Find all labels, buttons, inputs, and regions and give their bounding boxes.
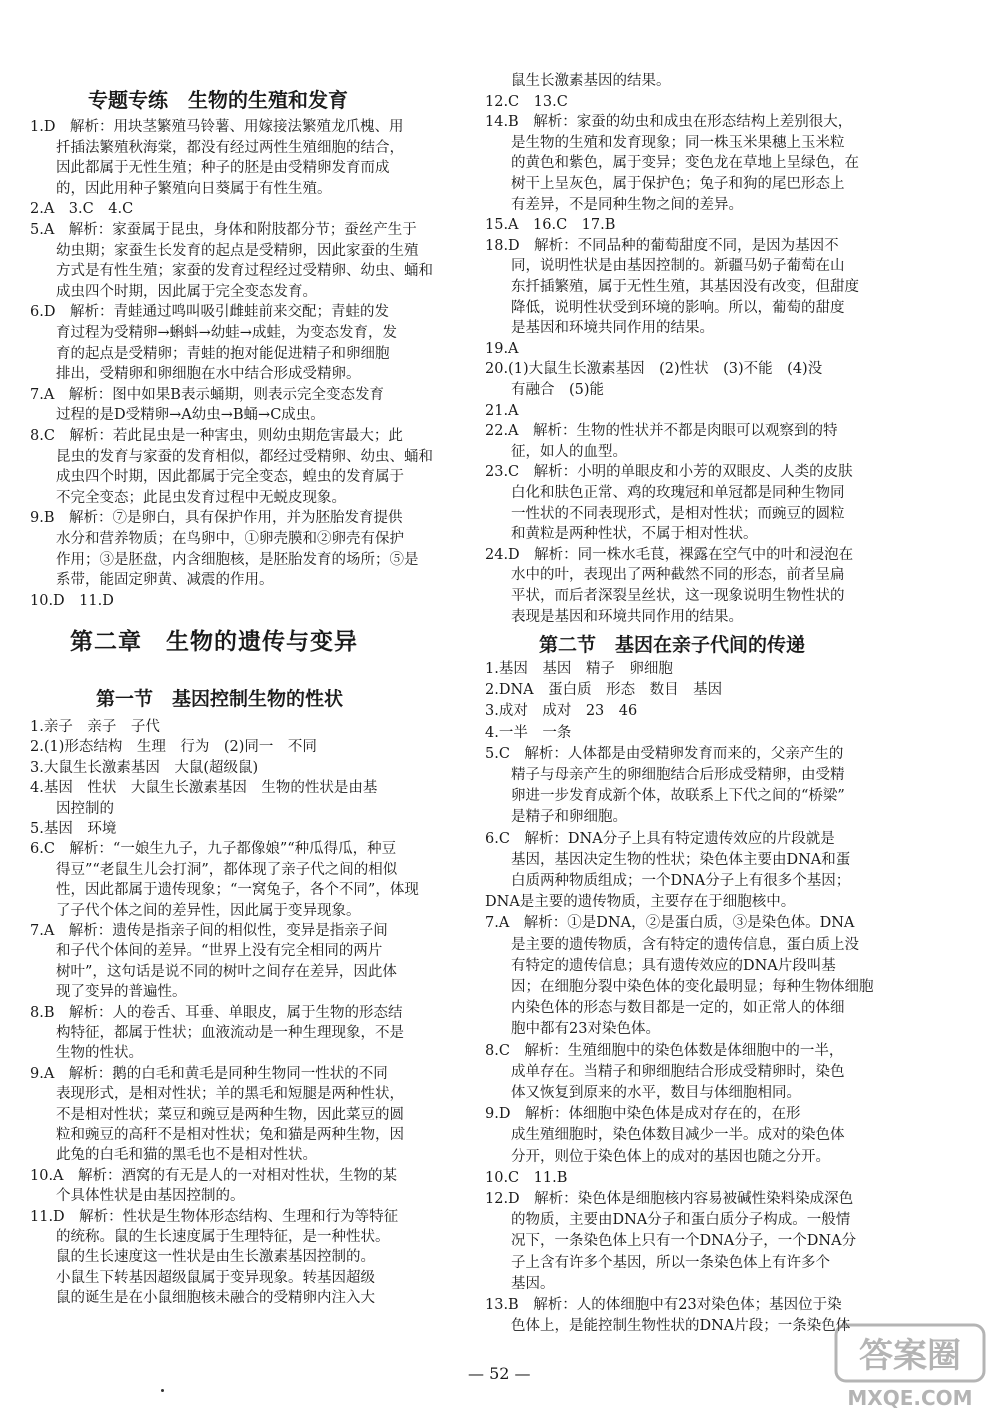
answer-line: 5.C 解析：人体都是由受精卵发育而来的，父亲产生的	[485, 745, 844, 762]
answer-line: 20.(1)大鼠生长激素基因 (2)性状 (3)不能 (4)没	[485, 361, 823, 378]
answer-line: DNA是主要的遗传物质，主要存在于细胞核中。	[485, 894, 796, 911]
answer-line: 排出，受精卵和卵细胞在水中结合形成受精卵。	[56, 366, 361, 383]
answer-line: 幼虫期；家蚕生长发育的起点是受精卵，因此家蚕的生殖	[56, 242, 419, 259]
answer-line: 水中的叶，表现出了两种截然不同的形态，前者呈扁	[511, 567, 845, 584]
answer-line: 成单存在。当精子和卵细胞结合形成受精卵时，染色	[511, 1063, 845, 1080]
answer-line: 有特定的遗传信息；具有遗传效应的DNA片段叫基	[511, 957, 836, 974]
answer-line: 精子与母亲产生的卵细胞结合后形成受精卵，由受精	[511, 767, 845, 783]
answer-line: 11.D 解析：性状是生物体形态结构、生理和行为等特征	[30, 1208, 399, 1225]
answer-line: 鼠的生长速度这一性状是由生长激素基因控制的。	[56, 1249, 375, 1266]
watermark-logo	[830, 1321, 990, 1413]
answer-line: 6.C 解析：“一娘生九子，九子都像娘”“种瓜得瓜，种豆	[30, 841, 397, 858]
answer-line: 构特征，都属于性状；血液流动是一种生理现象，不是	[56, 1025, 404, 1041]
answer-line: 卵进一步发育成新个体，故联系上下代之间的“桥梁”	[511, 788, 845, 805]
answer-line: 9.D 解析：体细胞中染色体是成对存在的，在形	[485, 1106, 801, 1123]
answer-line: 得豆”“老鼠生儿会打洞”，都体现了亲子代之间的相似	[56, 861, 398, 878]
answer-line: 是精子和卵细胞。	[511, 809, 627, 826]
answer-line: 扦插法繁殖秋海棠，都没有经过两性生殖细胞的结合，	[56, 139, 404, 156]
answer-line: 19.A	[485, 340, 519, 357]
answer-line: 6.C 解析：DNA分子上具有特定遗传效应的片段就是	[485, 830, 835, 847]
answer-line: 4.基因 性状 大鼠生长激素基因 生物的性状是由基	[30, 780, 378, 797]
answer-line: 个具体性状是由基因控制的。	[56, 1188, 245, 1205]
answer-line: 基因，基因决定生物的性状；染色体主要由DNA和蛋	[511, 851, 851, 868]
answer-line: 小鼠生下转基因超级鼠属于变异现象。转基因超级	[56, 1269, 375, 1286]
answer-line: 况下，一条染色体上只有一个DNA分子，一个DNA分	[511, 1233, 857, 1250]
answer-line: 12.C 13.C	[485, 93, 568, 110]
answer-line: 色体上，是能控制生物性状的DNA片段；一条染色体	[511, 1318, 851, 1335]
answer-line: 是主要的遗传物质，含有特定的遗传信息，蛋白质上没	[511, 936, 859, 953]
answer-line: 1.亲子 亲子 子代	[30, 719, 160, 735]
answer-line: 9.B 解析：⑦是卵白，具有保护作用，并为胚胎发育提供	[30, 510, 403, 527]
answer-line: 树干上呈灰色，属于保护色；兔子和狗的尾巴形态上	[511, 176, 845, 192]
answer-line: 昆虫的发育与家蚕的发育相似，都经过受精卵、幼虫、蛹和	[56, 448, 433, 465]
answer-line: 18.D 解析：不同品种的葡萄甜度不同，是因为基因不	[485, 237, 839, 254]
answer-line: 不是相对性状；菜豆和豌豆是两种生物，因此菜豆的圆	[56, 1106, 404, 1123]
answer-line: 内染色体的形态与数目都是一定的，如正常人的体细	[511, 1000, 845, 1017]
answer-line: 5.基因 环境	[30, 821, 117, 837]
answer-line: 表现形式，是相对性状；羊的黑毛和短腿是两种性状，	[56, 1086, 404, 1103]
answer-line: 东扦插繁殖，属于无性生殖，其基因没有改变，但甜度	[511, 279, 859, 295]
answer-line: 是生物的生殖和发育现象；同一株玉米果穗上玉米粒	[511, 134, 845, 151]
answer-line: 现了变异的普遍性。	[56, 984, 187, 1001]
answer-line: 8.B 解析：人的卷舌、耳垂、单眼皮，属于生物的形态结	[30, 1004, 403, 1021]
answer-line: 4.一半 一条	[485, 724, 572, 741]
answer-line: 胞中都有23对染色体。	[511, 1021, 660, 1038]
answer-line: 了子代个体之间的差异性，因此属于变异现象。	[56, 902, 361, 919]
answer-line: 育的起点是受精卵；青蛙的抱对能促进精子和卵细胞	[56, 345, 390, 362]
answer-line: 同，说明性状是由基因控制的。新疆马奶子葡萄在山	[511, 258, 845, 275]
answer-line: 2.A 3.C 4.C	[30, 201, 134, 218]
answer-line: 15.A 16.C 17.B	[485, 217, 616, 234]
answer-line: 13.B 解析：人的体细胞中有23对染色体；基因位于染	[485, 1297, 842, 1313]
answer-line: 一性状的不同表现形式，是相对性状；而豌豆的圆粒	[511, 505, 845, 522]
answer-line: 7.A 解析：遗传是指亲子间的相似性，变异是指亲子间	[30, 923, 388, 939]
answer-line: 白化和肤色正常、鸡的玫瑰冠和单冠都是同种生物同	[511, 485, 845, 501]
answer-line: 8.C 解析：若此昆虫是一种害虫，则幼虫期危害最大；此	[30, 428, 403, 444]
watermark-text-bottom: MXQE.COM	[847, 1386, 973, 1410]
answer-line: 24.D 解析：同一株水毛茛，裸露在空气中的叶和浸泡在	[485, 546, 854, 563]
answer-line: 基因。	[511, 1275, 555, 1292]
answer-line: 2.DNA 蛋白质 形态 数目 基因	[485, 682, 723, 699]
answer-line: 的物质，主要由DNA分子和蛋白质分子构成。一般情	[511, 1212, 851, 1229]
answer-line: 作用；③是胚盘，内含细胞核，是胚胎发育的场所；⑤是	[56, 551, 419, 568]
watermark-text-top: 答案圈	[859, 1336, 961, 1376]
answer-line: 性，因此都属于遗传现象；“一窝兔子，各个不同”，体现	[56, 882, 419, 899]
answer-line: 有融合 (5)能	[511, 382, 605, 398]
answer-line: 因；在细胞分裂中染色体的变化最明显；每种生物体细胞	[511, 979, 874, 995]
answer-line: 成虫四个时期，因此都属于完全变态，蝗虫的发育属于	[56, 469, 404, 486]
answer-line: 子上含有许多个基因，所以一条染色体上有许多个	[511, 1254, 830, 1271]
answer-line: 系带，能固定卵黄、减震的作用。	[56, 572, 274, 589]
answer-line: 有差异，不是同种生物之间的差异。	[511, 196, 743, 213]
answer-line: 22.A 解析：生物的性状并不都是肉眼可以观察到的特	[485, 423, 838, 440]
answer-line: 是基因和环境共同作用的结果。	[511, 320, 714, 337]
answer-line: 育过程为受精卵→蝌蚪→幼蛙→成蛙，为变态发育，发	[56, 325, 397, 341]
answer-line: 的，因此用种子繁殖向日葵属于有性生殖。	[56, 180, 332, 197]
answer-line: 生物的性状。	[56, 1045, 143, 1062]
answer-line: 成虫四个时期，因此属于完全变态发育。	[56, 283, 317, 300]
page-mark-dot	[161, 1389, 164, 1392]
answer-line: 10.D 11.D	[30, 592, 114, 609]
answer-line: 成生殖细胞时，染色体数目减少一半。成对的染色体	[511, 1127, 845, 1144]
answer-line: 12.D 解析：染色体是细胞核内容易被碱性染料染成深色	[485, 1191, 854, 1207]
answer-line: 2.(1)形态结构 生理 行为 (2)同一 不同	[30, 739, 317, 756]
answer-line: 8.C 解析：生殖细胞中的染色体数是体细胞中的一半，	[485, 1042, 844, 1059]
answer-line: 因此都属于无性生殖；种子的胚是由受精卵发育而成	[56, 160, 390, 177]
answer-line: 21.A	[485, 402, 519, 419]
answer-line: 征，如人的血型。	[511, 443, 627, 460]
answer-line: 14.B 解析：家蚕的幼虫和成虫在形态结构上差别很大，	[485, 114, 853, 131]
section-title-gene-transmission: 第二节 基因在亲子代间的传递	[539, 634, 806, 656]
answer-line: 10.C 11.B	[485, 1169, 568, 1186]
answer-line: 粒和豌豆的高秆不是相对性状；兔和猫是两种生物，因	[56, 1127, 404, 1143]
answer-line: 方式是有性生殖；家蚕的发育过程经过受精卵、幼虫、蛹和	[56, 263, 433, 280]
answer-line: 平状，而后者深裂呈丝状，这一现象说明生物性状的	[511, 588, 845, 604]
answer-line: 分开，则位于染色体上的成对的基因也随之分开。	[511, 1148, 830, 1165]
answer-line: 7.A 解析：图中如果B表示蛹期，则表示完全变态发育	[30, 386, 384, 403]
section-title-reproduction: 专题专练 生物的生殖和发育	[88, 88, 348, 112]
answer-line: 5.A 解析：家蚕属于昆虫，身体和附肢都分节；蚕丝产生于	[30, 222, 417, 238]
answer-line: 23.C 解析：小明的单眼皮和小芳的双眼皮、人类的皮肤	[485, 464, 853, 481]
answer-line: 体又恢复到原来的水平，数目与体细胞相同。	[511, 1085, 801, 1101]
answer-line: 1.D 解析：用块茎繁殖马铃薯、用嫁接法繁殖龙爪槐、用	[30, 119, 404, 135]
answer-line: 7.A 解析：①是DNA，②是蛋白质，③是染色体。DNA	[485, 915, 855, 932]
answer-line: 不完全变态；此昆虫发育过程中无蜕皮现象。	[56, 489, 346, 506]
answer-line: 1.基因 基因 精子 卵细胞	[485, 661, 673, 677]
answer-line: 树叶”，这句话是说不同的树叶之间存在差异，因此体	[56, 963, 397, 980]
answer-line: 过程的是D受精卵→A幼虫→B蛹→C成虫。	[56, 407, 325, 424]
answer-line: 10.A 解析：酒窝的有无是人的一对相对性状，生物的某	[30, 1167, 398, 1184]
answer-line: 此兔的白毛和猫的黑毛也不是相对性状。	[56, 1147, 317, 1164]
chapter-title: 第二章 生物的遗传与变异	[70, 628, 358, 655]
answer-line: 的统称。鼠的生长速度属于生理特征，是一种性状。	[56, 1229, 390, 1245]
answer-line: 表现是基因和环境共同作用的结果。	[511, 608, 743, 625]
answer-line: 3.大鼠生长激素基因 大鼠(超级鼠)	[30, 759, 259, 776]
answer-line: 的黄色和紫色，属于变异；变色龙在草地上呈绿色，在	[511, 155, 859, 172]
answer-line: 和子代个体间的差异。“世界上没有完全相同的两片	[56, 943, 383, 960]
answer-line: 因控制的	[56, 800, 114, 817]
answer-line: 3.成对 成对 23 46	[485, 703, 638, 720]
answer-line: 9.A 解析：鹅的白毛和黄毛是同种生物同一性状的不同	[30, 1065, 388, 1082]
answer-line: 降低，说明性状受到环境的影响。所以，葡萄的甜度	[511, 299, 845, 316]
answer-line: 6.D 解析：青蛙通过鸣叫吸引雌蛙前来交配；青蛙的发	[30, 304, 389, 321]
section-title-genes-traits: 第一节 基因控制生物的性状	[96, 688, 344, 710]
answer-line: 鼠的诞生是在小鼠细胞核未融合的受精卵内注入大	[56, 1290, 375, 1307]
answer-line: 水分和营养物质；在鸟卵中，①卵壳膜和②卵壳有保护	[56, 531, 404, 547]
answer-line: 和黄粒是两种性状，不属于相对性状。	[511, 526, 758, 543]
page-number: — 52 —	[468, 1364, 531, 1383]
answer-line: 鼠生长激素基因的结果。	[511, 73, 671, 89]
answer-line: 白质两种物质组成；一个DNA分子上有很多个基因；	[511, 873, 851, 889]
